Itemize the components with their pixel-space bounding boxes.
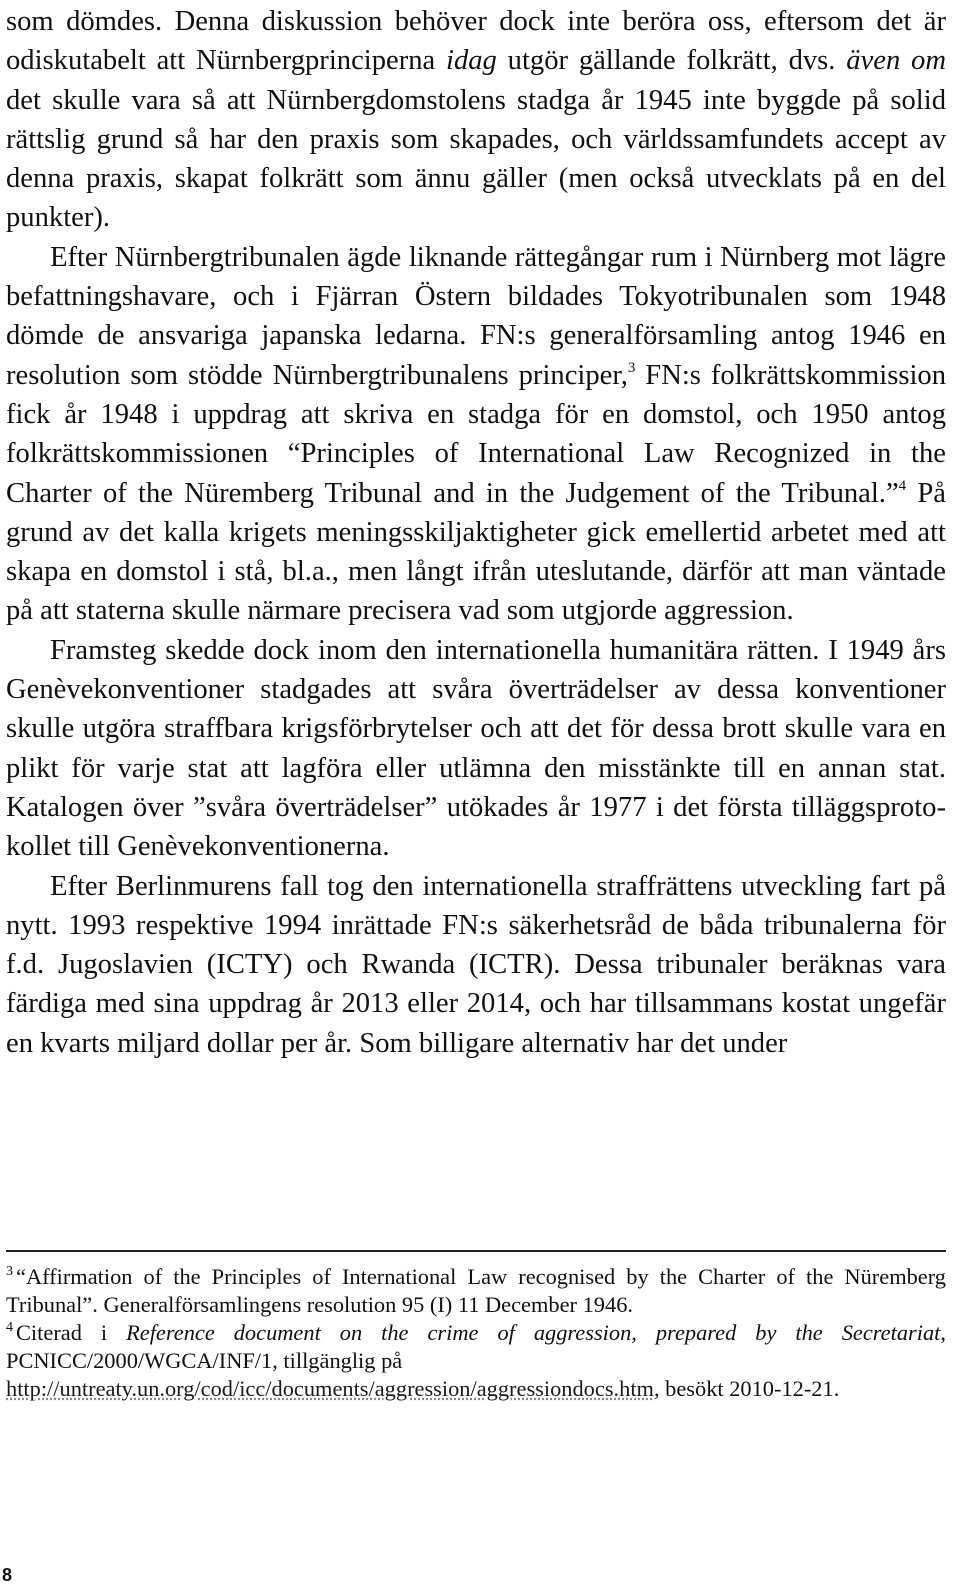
paragraph-3: Efter Berlinmurens fall tog den internationella straffrättens utveckling fart på nytt. 1993 respektive 1994 inrättade FN:s säkerhetsråd de båda tribunalerna för f.d. Jugoslavien (ICTY) och Rwanda (ICTR). Dessa tribunaler beräknas vara färdiga med sina uppdrag år 2013 eller 2014, och har tillsammans kostat ungefär en kvarts miljard dollar per år. Som billigare alternativ har det under — [6, 870, 946, 1059]
paragraph-1b — [6, 238, 946, 631]
paragraph-1 — [6, 2, 946, 238]
footnote-3-number: 3 — [6, 1264, 13, 1279]
footnotes — [6, 1263, 946, 1403]
footnote-4 — [6, 1319, 946, 1403]
paragraph-1-part-3: det skulle vara så att Nürnbergdomstolens stadga år 1945 inte byggde på solid rättslig grund så har den praxis som skapades, och världssamfundets accept av denna praxis, skapat folkrätt som ännu gäller (men också utvecklats på en del punkter). — [6, 84, 946, 234]
footnote-3-text: “Affirmation of the Principles of International Law recognised by the Charter of the Nüremberg Tribunal”. Generalförsamlingens resolution 95 (I) 11 December 1946. — [6, 1264, 946, 1317]
paragraph-1-part-4: Efter Nürnbergtribunalen ägde liknande rättegångar rum i Nürnberg mot lägre befattningshavare, och i Fjärran Östern bildades Tokyotribunalen som 1948 dömde de ansvariga japanska ledarna. FN:s generalförsamling antog 1946 en resolution som stödde Nürnbergtribunalens principer, — [6, 241, 946, 391]
footnote-ref-3[interactable]: 3 — [627, 359, 636, 376]
paragraph-2: Framsteg skedde dock inom den internationella humanitära rätten. I 1949 års Genèvekonventioner stadgades att svåra överträdelser av dessa konventioner skulle utgöra straffbara krigsförbrytelser och att det för dessa brott skulle vara en plikt för varje stat att lagföra eller utlämna den misstänkte till en annan stat. Katalogen över ”svåra överträdelser” utökades år 1977 i det första tilläggsprotokollet till Genèvekonventionerna. — [6, 634, 946, 863]
footnote-4-link[interactable]: http://untreaty.un.org/cod/icc/documents/aggression/aggressiondocs.htm — [6, 1376, 654, 1401]
page-number: 8 — [2, 1565, 13, 1585]
emphasis-aven-om: även om — [846, 45, 946, 77]
footnote-3 — [6, 1263, 946, 1319]
footnote-divider — [6, 1250, 946, 1252]
body-text — [6, 2, 946, 1063]
footnote-4-number: 4 — [6, 1320, 13, 1335]
emphasis-idag: idag — [446, 45, 497, 77]
footnote-ref-4[interactable]: 4 — [898, 477, 907, 494]
paragraph-1-part-2: utgör gällande folkrätt, dvs. — [496, 45, 847, 77]
footnote-4-text-middle: , PCNICC/2000/WGCA/INF/1, tillgänglig på — [6, 1320, 946, 1373]
paragraph-1-part-5: FN:s folkrättskommission fick år 1948 i uppdrag att skriva en stadga för en domstol, och 1950 antog folkrättskommissionen “Principles of International Law Recognized in the Charter of the Nüremberg Tribunal and in the Judgement of the Tribunal.” — [6, 359, 946, 509]
footnote-4-text-before: Citerad i — [16, 1320, 127, 1345]
paragraph-1-part-6: På grund av det kalla krigets meningsskiljaktigheter gick emellertid arbetet med att skapa en domstol i stå, bl.a., men långt ifrån uteslutande, därför att man väntade på att staterna skulle närmare precisera vad som utgjorde aggression. — [6, 477, 946, 627]
paragraph-1-part-1: som dömdes. Denna diskussion behöver dock inte beröra oss, eftersom det är odiskutabelt att Nürnbergprinciperna — [6, 6, 946, 77]
footnote-4-title: Reference document on the crime of aggression, prepared by the Secretariat — [126, 1320, 941, 1345]
footnote-4-text-after: , besökt 2010-12-21. — [653, 1376, 840, 1401]
